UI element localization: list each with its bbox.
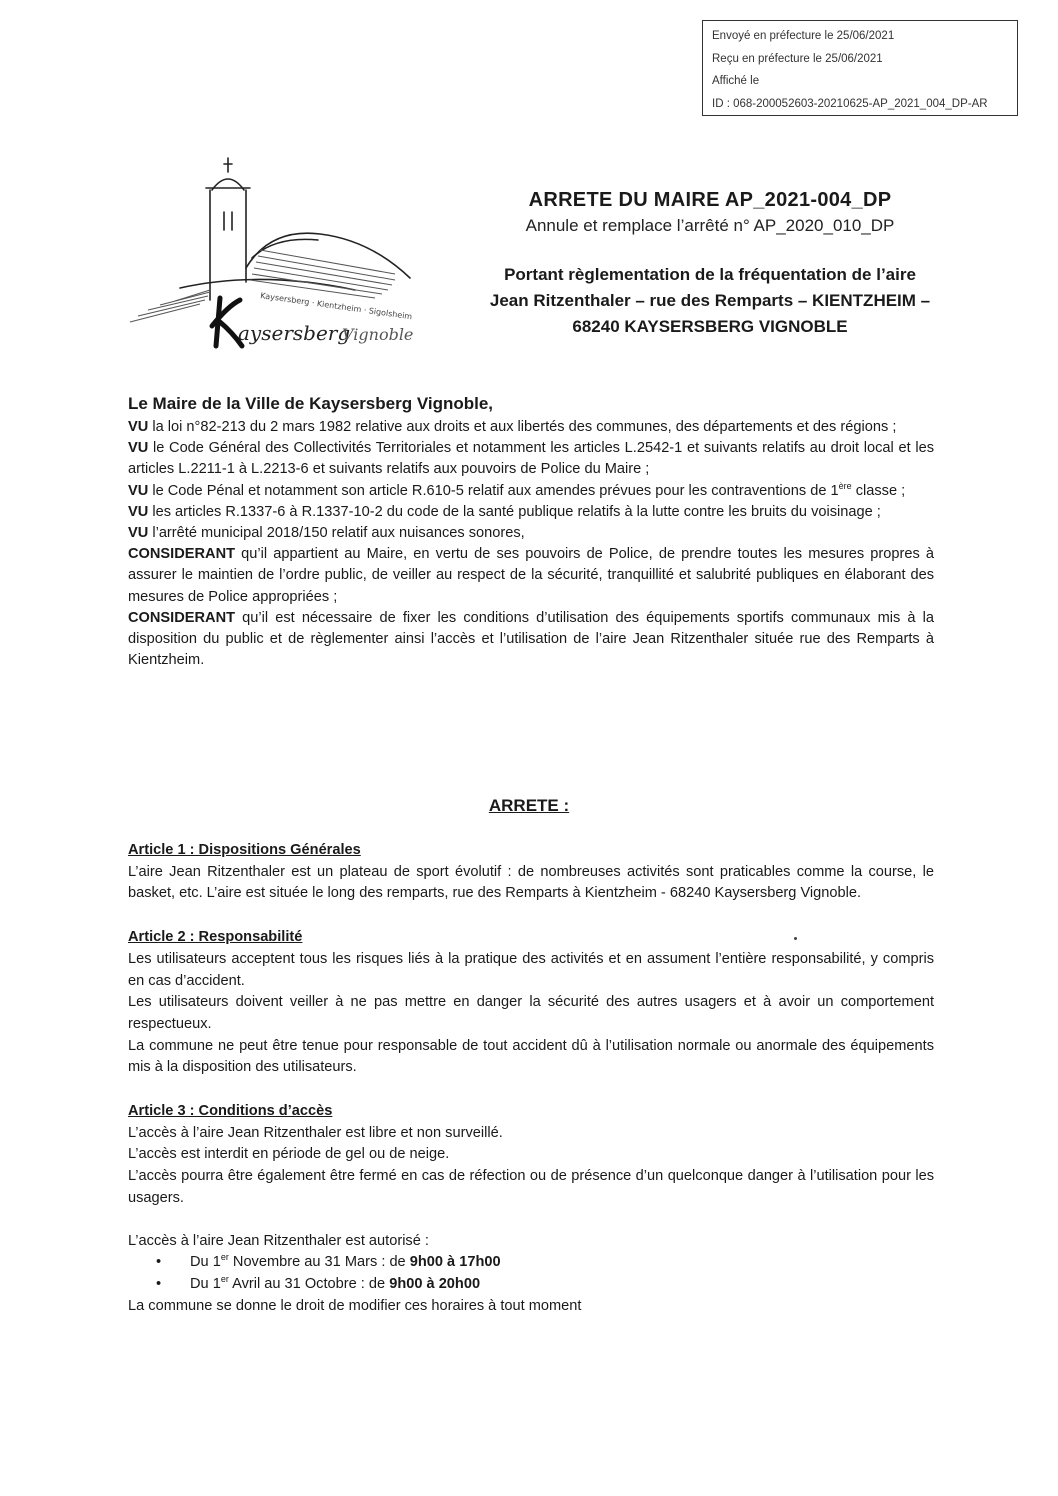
article-2-text: Les utilisateurs doivent veiller à ne pas mettre en danger la sécurité des autres usagers et à avoir un comportement respectueux.: [128, 994, 934, 1032]
vu-paragraph: VU la loi n°82-213 du 2 mars 1982 relative aux droits et aux libertés des communes, des départements et des régions ;: [128, 419, 897, 435]
logo-arc-text: Kaysersberg · Kientzheim · Sigolsheim: [259, 291, 413, 322]
vu-paragraph: VU les articles R.1337-6 à R.1337-10-2 du code de la santé publique relatifs à la lutte contre les bruits du voisinage ;: [128, 503, 881, 520]
vu-paragraph: VU le Code Pénal et notamment son article R.610-5 relatif aux amendes prévues pour les contraventions de 1ère classe ;: [128, 480, 906, 499]
article-1-text: L’aire Jean Ritzenthaler est un plateau de sport évolutif : de nombreuses activités sont praticables comme la course, le basket, etc. L’aire est située le long des remparts, rue des Remparts à Kientzheim - 68240 Kaysersberg Vignoble.: [128, 863, 934, 902]
vu-paragraph: VU le Code Général des Collectivités Territoriales et notamment les articles L.2542-1 et suivants relatifs au droit local et les articles L.2211-1 à L.2213-6 et suivants relatifs aux pouvoirs de Police du Maire ;: [128, 440, 934, 478]
document-header: [430, 186, 990, 340]
arrete-heading: ARRETE :: [488, 796, 570, 815]
article-3-title: Article 3 : Conditions d’accès: [128, 1103, 333, 1120]
stamp-posted: Affiché le: [712, 75, 760, 87]
decree-subtitle: Annule et remplace l’arrêté n° AP_2020_010_DP: [525, 216, 895, 235]
list-item: • Du 1er Avril au 31 Octobre : de 9h00 à 20h00: [174, 1274, 934, 1296]
article-3-text: La commune se donne le droit de modifier ces horaires à tout moment: [128, 1297, 582, 1314]
opening-hours-list: [128, 1252, 934, 1295]
vu-paragraph: VU l’arrêté municipal 2018/150 relatif aux nuisances sonores,: [128, 525, 525, 542]
logo-name: aysersberg: [238, 321, 351, 345]
list-item: • Du 1er Novembre au 31 Mars : de 9h00 à 17h00: [174, 1252, 934, 1274]
scan-speck: [794, 937, 797, 940]
kaysersberg-vignoble-logo: [120, 150, 425, 350]
article-1-title: Article 1 : Dispositions Générales: [128, 842, 361, 858]
article-2-text: Les utilisateurs acceptent tous les risques liés à la pratique des activités et en assument l’entière responsabilité, y compris en cas d’accident.: [128, 950, 934, 989]
prefecture-stamp: [702, 20, 1018, 116]
decree-purpose: Portant règlementation de la fréquentation de l’aire Jean Ritzenthaler – rue des Remparts – KIENTZHEIM – 68240 KAYSERSBERG VIGNOBLE: [489, 265, 931, 336]
article-3-text: L’accès pourra être également être fermé en cas de réfection ou de présence d’un quelconque danger à l’utilisation pour les usagers.: [128, 1168, 934, 1206]
considerant-paragraph: CONSIDERANT qu’il appartient au Maire, en vertu de ses pouvoirs de Police, de prendre toutes les mesures propres à assurer le maintien de l’ordre public, de veiller au respect de la sécurité, tranquillité et salubrité publiques en élaborant des mesures de Police appropriées ;: [128, 546, 934, 605]
articles: [128, 840, 934, 1317]
stamp-id: ID : 068-200052603-20210625-AP_2021_004_DP-AR: [712, 97, 988, 110]
stamp-received: Reçu en préfecture le 25/06/2021: [712, 52, 883, 65]
article-3-text: L’accès à l’aire Jean Ritzenthaler est autorisé :: [128, 1232, 429, 1249]
article-3-text: L’accès est interdit en période de gel ou de neige.: [128, 1146, 450, 1163]
stamp-sent: Envoyé en préfecture le 25/06/2021: [712, 30, 895, 42]
article-2-text: La commune ne peut être tenue pour responsable de tout accident dû à l’utilisation normale ou anormale des équipements mis à la disposition des utilisateurs.: [128, 1037, 934, 1076]
mayor-line: Le Maire de la Ville de Kaysersberg Vignoble,: [128, 394, 494, 413]
svg-text:Vignoble: Vignoble: [342, 325, 414, 344]
considerant-paragraph: CONSIDERANT qu’il est nécessaire de fixer les conditions d’utilisation des équipements sportifs communaux mis à la disposition du public et de règlementer ainsi l’accès et l’utilisation de l’aire Jean Ritzenthaler située rue des Remparts à Kientzheim.: [128, 609, 934, 669]
article-3-text: L’accès à l’aire Jean Ritzenthaler est libre et non surveillé.: [128, 1124, 503, 1141]
decree-title: ARRETE DU MAIRE AP_2021-004_DP: [528, 189, 892, 211]
preamble: [128, 392, 934, 671]
article-2-title: Article 2 : Responsabilité: [128, 929, 303, 946]
